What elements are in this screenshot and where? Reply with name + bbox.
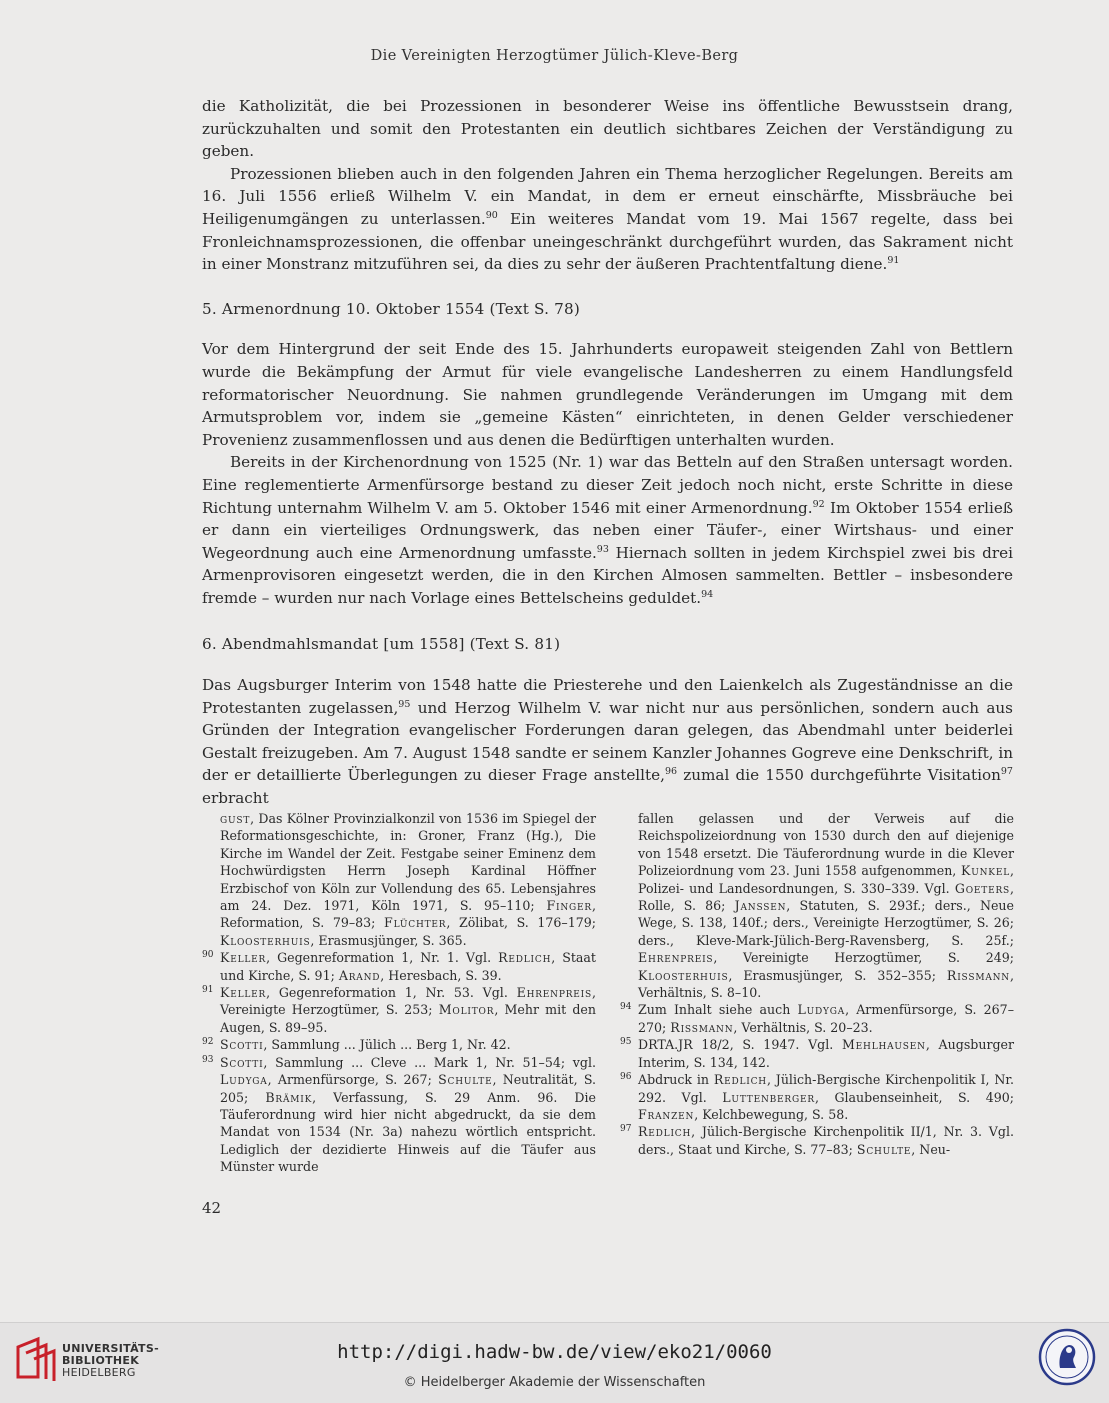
paragraph-3: Vor dem Hintergrund der seit Ende des 15. Jahrhunderts europaweit steigenden Zahl von Bettlern wurde die Bekämpfung der Armut für viele evangelische Landesherren zu einem Handlungsfeld reformatorischer Neuordnung. Sie nahmen grundlegende Veränderungen im Umgang mit dem Armutsproblem vor, indem sie „gemeine Kästen“ einrichteten, in denen Gelder verschiedener Provenienz zusammenflossen und aus denen die Bedürftigen unterhalten wurden. (202, 340, 1013, 449)
footnote-ref-93[interactable]: 93 (596, 543, 609, 555)
footnote-ref-97[interactable]: 97 (1000, 766, 1013, 778)
footnote-96: 96 Abdruck in Redlich, Jülich-Bergische Kirchenpolitik I, Nr. 292. Vgl. Luttenberger, Glaubenseinheit, S. 490; Franzen, Kelchbewegung, S. 58. (620, 1072, 1014, 1122)
paragraph-2: Prozessionen blieben auch in den folgenden Jahren ein Thema herzoglicher Regelungen. Bereits am 16. Juli 1556 erließ Wilhelm V. ein Mandat, in dem er erneut einschärfte, Missbräuche bei Heiligenumgängen zu unterlassen.$^{90}$ Ein weiteres Mandat vom 19. Mai 1567 regelte, dass bei Fronleichnamsprozessionen, die offenbar uneingeschränkt durchgeführt wurden, das Sakrament nicht in einer Monstranz mitzuführen sei, da dies zu sehr der äußeren Prachtentfaltung diene.$^{91}$ (202, 164, 1013, 274)
footnote-ref-96[interactable]: 96 (664, 766, 678, 778)
footnote-ref-90[interactable]: 90 (485, 209, 498, 221)
footnote-95: 95 DRTA.JR 18/2, S. 1947. Vgl. Mehlhausen, Augsburger Interim, S. 134, 142. (620, 1037, 1015, 1070)
permalink-url[interactable]: http://digi.hadw-bw.de/view/eko21/0060 (337, 1341, 772, 1363)
footnotes-right-column (620, 810, 1015, 1158)
library-name[interactable]: UNIVERSITÄTS- BIBLIOTHEK HEIDELBERG (62, 1342, 159, 1379)
viewer-footer (0, 1322, 1109, 1403)
footnote-93: 93 Scotti, Sammlung ... Cleve ... Mark 1, Nr. 51–54; vgl. Ludyga, Armenfürsorge, S. 267; Schulte, Neutralität, S. 205; Brämik, Verfassung, S. 29 Anm. 96. Die Täuferordnung wird hier nicht abgedruckt, da sie dem Mandat von 1534 (Nr. 3a) nahezu wörtlich entspricht. Lediglich der dezidierte Hinweis auf die Täufer aus Münster wurde (202, 1054, 597, 1175)
footnote-94: 94 Zum Inhalt siehe auch Ludyga, Armenfürsorge, S. 267–270; Rissmann, Verhältnis, S. 20–23. (620, 1002, 1014, 1035)
copyright-notice: © Heidelberger Akademie der Wissenschaften (403, 1375, 706, 1390)
paragraph-5: Das Augsburger Interim von 1548 hatte die Priesterehe und den Laienkelch als Zugeständnisse an die Protestanten zugelassen,$^{95}$ und Herzog Wilhelm V. war nicht nur aus persönlichen, sondern auch aus Gründen der Integration evangelischer Forderungen daran gelegen, das Abendmahl unter beiderlei Gestalt freizugeben. Am 7. August 1548 sandte er seinem Kanzler Johannes Gogreve eine Denkschrift, in der er detaillierte Überlegungen zu dieser Frage anstellte,$^{96}$ zumal die 1550 durchgeführte Visitation$^{97}$ erbracht (202, 676, 1013, 808)
footnote-97: 97 Redlich, Jülich-Bergische Kirchenpolitik II/1, Nr. 3. Vgl. ders., Staat und Kirche, S. 77–83; Schulte, Neu- (620, 1124, 1014, 1157)
paragraph-4: Bereits in der Kirchenordnung von 1525 (Nr. 1) war das Betteln auf den Straßen untersagt worden. Eine reglementierte Armenfürsorge bestand zu dieser Zeit jedoch noch nicht, erste Schritte in diese Richtung unternahm Wilhelm V. am 5. Oktober 1546 mit einer Armenordnung.$^{92}$ Im Oktober 1554 erließ er dann ein vierteiliges Ordnungswerk, das neben einer Täufer-, einer Wirtshaus- und einer Wegeordnung auch eine Armenordnung umfasste.$^{93}$ Hiernach sollten in jedem Kirchspiel zwei bis drei Armenprovisoren eingesetzt werden, die in den Kirchen Almosen sammelten. Bettler – insbesondere fremde – wurden nur nach Vorlage eines Bettelscheins geduldet.$^{94}$ (202, 453, 1013, 607)
footnotes-left-column (202, 810, 597, 1176)
footnote-ref-94[interactable]: 94 (701, 588, 714, 600)
footnote-ref-95[interactable]: 95 (398, 698, 411, 710)
footnote-continuation-left: gust, Das Kölner Provinzialkonzil von 1536 im Spiegel der Reformationsgeschichte, in: Groner, Franz (Hg.), Die Kirche im Wandel der Zeit. Festgabe seiner Eminenz dem Hochwürdigsten Herrn Joseph Kardinal Höffner Erzbischof von Köln zur Vollendung des 65. Lebensjahres am 24. Dez. 1971, Köln 1971, S. 95–110; Finger, Reformation, S. 79–83; Flüchter, Zölibat, S. 176–179; Kloosterhuis, Erasmusjünger, S. 365. (220, 811, 596, 948)
section-heading-6: 6. Abendmahlsmandat [um 1558] (Text S. 81) (202, 635, 561, 654)
footnote-90: 90 Keller, Gegenreformation 1, Nr. 1. Vgl. Redlich, Staat und Kirche, S. 91; Arand, Heresbach, S. 39. (202, 950, 596, 983)
running-title: Die Vereinigten Herzogtümer Jülich-Kleve-Berg (370, 48, 739, 64)
footnote-continuation-right: fallen gelassen und der Verweis auf die Reichspolizeiordnung von 1530 durch den auf diejenige von 1548 ersetzt. Die Täuferordnung wurde in die Klever Polizeiordnung vom 23. Juni 1558 aufgenommen, Kunkel, Polizei- und Landesordnungen, S. 330–339. Vgl. Goeters, Rolle, S. 86; Janssen, Statuten, S. 293f.; ders., Neue Wege, S. 138, 140f.; ders., Vereinigte Herzogtümer, S. 26; ders., Kleve-Mark-Jülich-Berg-Ravensberg, S. 25f.; Ehrenpreis, Vereinigte Herzogtümer, S. 249; Kloosterhuis, Erasmusjünger, S. 352–355; Rissmann, Verhältnis, S. 8–10. (638, 811, 1014, 1001)
footnote-92: 92 Scotti, Sammlung ... Jülich ... Berg 1, Nr. 42. (202, 1037, 511, 1053)
page-number: 42 (202, 1199, 222, 1217)
footnote-ref-92[interactable]: 92 (812, 498, 825, 510)
section-heading-5: 5. Armenordnung 10. Oktober 1554 (Text S. 78) (202, 299, 581, 318)
academy-seal-icon[interactable] (1038, 1328, 1096, 1386)
body-text (202, 95, 1013, 810)
footnote-91: 91 Keller, Gegenreformation 1, Nr. 53. Vgl. Ehrenpreis, Vereinigte Herzogtümer, S. 253; Molitor, Mehr mit den Augen, S. 89–95. (202, 985, 596, 1035)
footnote-ref-91[interactable]: 91 (887, 255, 900, 267)
paragraph-1: die Katholizität, die bei Prozessionen in besonderer Weise ins öffentliche Bewusstsein drang, zurückzuhalten und somit den Protestanten ein deutlich sichtbares Zeichen der Verständigung zu geben. (202, 97, 1013, 161)
